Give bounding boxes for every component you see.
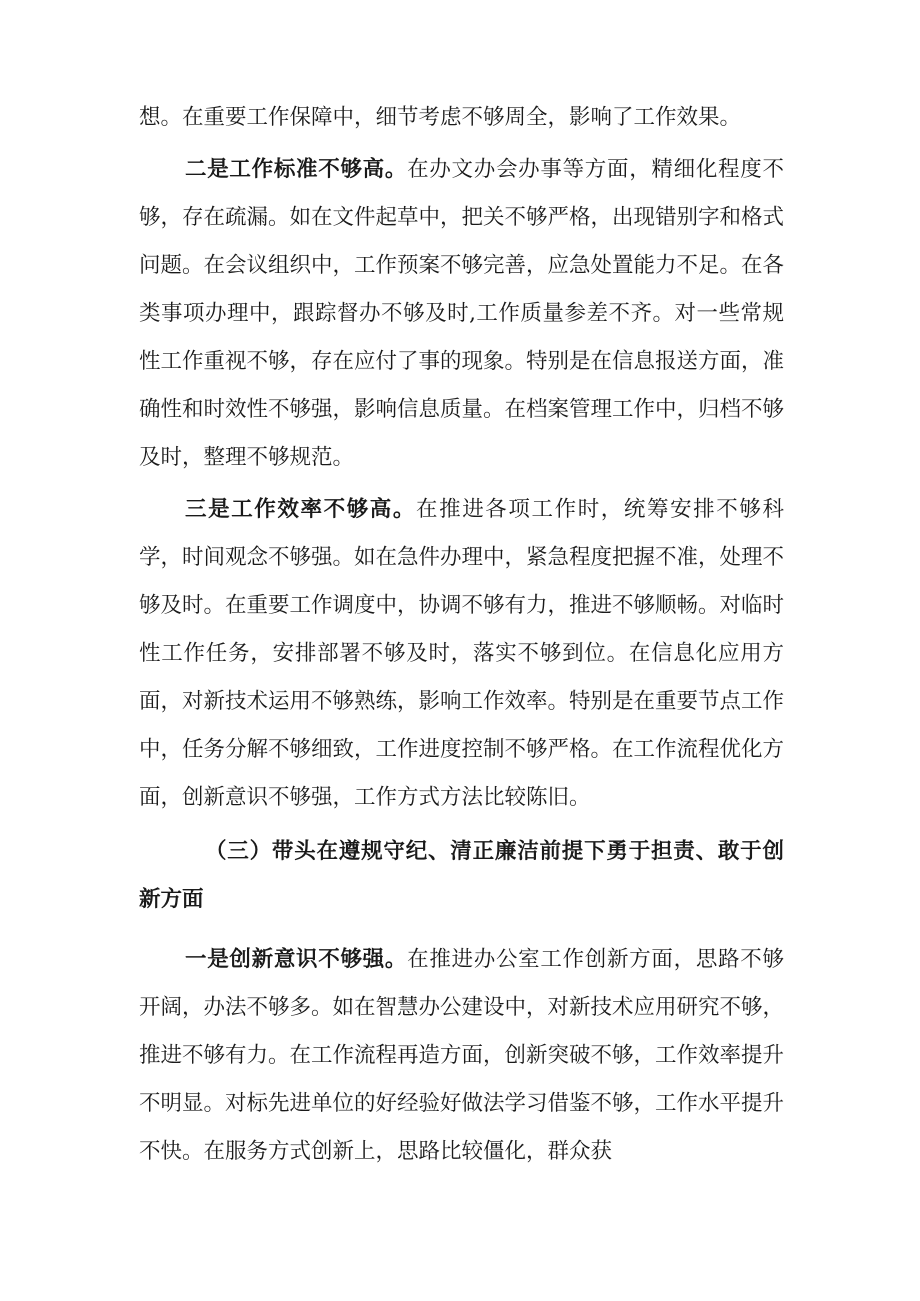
paragraph-lead: 一是创新意识不够强。 [185,947,408,972]
section-heading: （三）带头在遵规守纪、清正廉洁前提下勇于担责、敢于创新方面 [139,839,784,912]
paragraph-work-standard [139,146,784,482]
paragraph-text: 在推进各项工作时，统筹安排不够科学，时间观念不够强。如在急件办理中，紧急程度把握不准，处理不够及时。在重要工作调度中，协调不够有力，推进不够顺畅。对临时性工作任务，安排部署不够及时，落实不够到位。在信息化应用方面，对新技术运用不够熟练，影响工作效率。特别是在重要节点工作中，任务分解不够细致，工作进度控制不够严格。在工作流程优化方面，创新意识不够强，工作方式方法比较陈旧。 [139,497,785,810]
paragraph-lead: 三是工作效率不够高。 [185,497,416,522]
paragraph-work-efficiency [139,486,784,822]
paragraph-lead: 二是工作标准不够高。 [185,157,408,182]
document-body [139,94,784,1176]
paragraph-text: 想。在重要工作保障中，细节考虑不够周全，影响了工作效果。 [139,105,742,130]
paragraph-text: 在办文办会办事等方面，精细化程度不够，存在疏漏。如在文件起草中，把关不够严格，出现错别字和格式问题。在会议组织中，工作预案不够完善，应急处置能力不足。在各类事项办理中，跟踪督办不够及时,工作质量参差不齐。对一些常规性工作重视不够，存在应付了事的现象。特别是在信息报送方面，准确性和时效性不够强，影响信息质量。在档案管理工作中，归档不够及时，整理不够规范。 [139,157,785,470]
paragraph-text: 在推进办公室工作创新方面，思路不够开阔，办法不够多。如在智慧办公建设中，对新技术应用研究不够，推进不够有力。在工作流程再造方面，创新突破不够，工作效率提升不明显。对标先进单位的好经验好做法学习借鉴不够，工作水平提升不快。在服务方式创新上，思路比较僵化，群众获 [139,947,785,1164]
paragraph-innovation [139,936,784,1176]
paragraph-continuation [139,94,784,142]
